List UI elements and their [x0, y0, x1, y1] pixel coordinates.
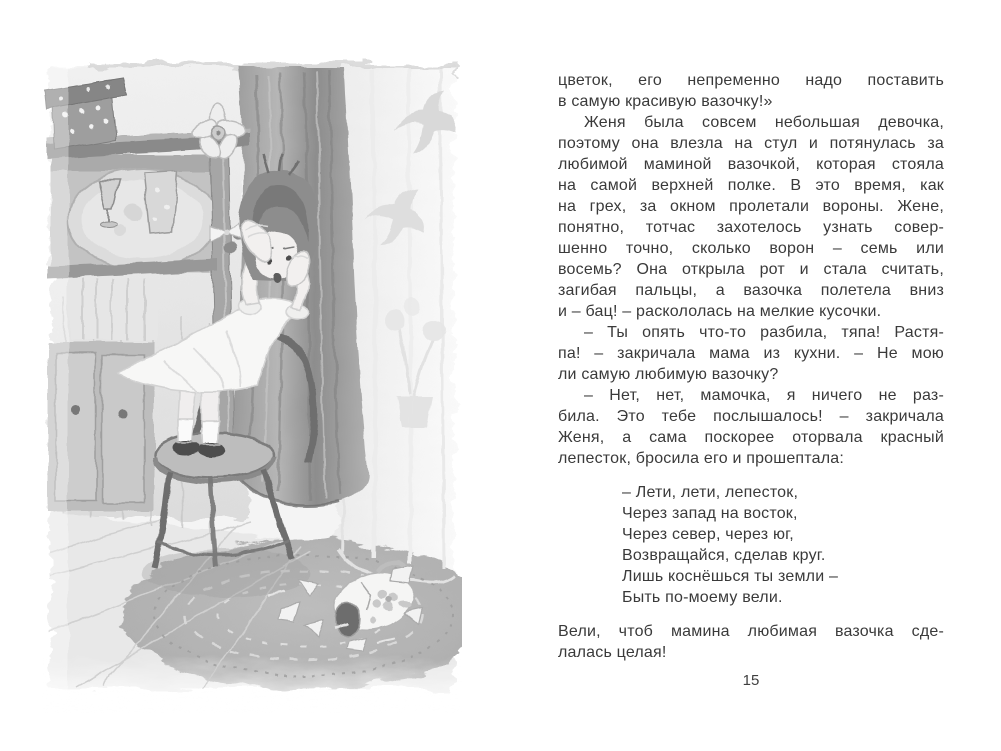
- girl-sock: [202, 421, 218, 445]
- text-line: понятно, тотчас захотелось узнать совер-: [558, 219, 944, 236]
- text-line: Женя, а сама поскорее оторвала красный: [558, 429, 944, 446]
- girl-eye: [286, 254, 291, 259]
- page-number: 15: [742, 672, 760, 689]
- text-line: цветок, его непременно надо поставить: [558, 72, 944, 89]
- text-line: восемь? Она открыла рот и стала считать,: [558, 261, 944, 278]
- text-line: Женя была совсем небольшая девочка,: [584, 114, 944, 131]
- door-knob: [118, 409, 127, 418]
- text-line: загибая пальцы, а вазочка полетела вниз: [558, 282, 944, 299]
- pleated-cloth: [70, 279, 156, 341]
- paragraph: [558, 112, 944, 322]
- text-line: в самую красивую вазочку!»: [558, 93, 773, 110]
- text-line: на самой верхней полке. В это время, как: [558, 177, 944, 194]
- text-line: Быть по-моему вели.: [622, 589, 783, 606]
- girl-sock: [178, 419, 194, 443]
- paragraph: [558, 322, 944, 385]
- text-line: – Нет, нет, мамочка, я ничего не раз-: [584, 387, 944, 404]
- paragraph: [558, 621, 944, 663]
- text-line: Через север, через юг,: [622, 526, 794, 543]
- vase-opening: [335, 601, 360, 636]
- story-text: [558, 70, 944, 663]
- text-line: лалась целая!: [558, 644, 667, 661]
- paragraph: [558, 385, 944, 469]
- text-line: ли самую любимую вазочку?: [558, 366, 779, 383]
- text-line: – Лети, лети, лепесток,: [622, 484, 799, 501]
- text-line: била. Это тебе послышалось! – закричала: [558, 408, 944, 425]
- text-line: Возвращайся, сделав круг.: [622, 547, 826, 564]
- poem-block: [622, 482, 944, 608]
- serving-tray: [68, 169, 216, 269]
- text-line: Лишь коснёшься ты земли –: [622, 568, 839, 585]
- text-line: шенно точно, сколько ворон – семь или: [558, 240, 944, 257]
- text-line: па! – закричала мама из кухни. – Не мою: [558, 345, 944, 362]
- text-line: поэтому она влезла на стул и потянулась за: [558, 135, 944, 152]
- girl-mouth: [273, 272, 281, 283]
- text-line: любимой маминой вазочкой, которая стояла: [558, 156, 944, 173]
- tumbler-glass: [144, 171, 178, 233]
- text-line: – Ты опять что-то разбила, тяпа! Растя-: [584, 324, 944, 341]
- text-line: лепесток, бросила его и прошептала:: [558, 450, 845, 467]
- page-left: [42, 55, 462, 713]
- paragraph: [558, 70, 944, 112]
- text-line: Через запад на восток,: [622, 505, 798, 522]
- story-illustration: [42, 55, 462, 713]
- text-line: и – бац! – раскололась на мелкие кусочки.: [558, 303, 882, 320]
- text-line: Вели, чтоб мамина любимая вазочка сде-: [558, 623, 944, 640]
- text-line: на грех, за окном пролетали вороны. Жене,: [558, 198, 944, 215]
- door-knob: [72, 407, 81, 416]
